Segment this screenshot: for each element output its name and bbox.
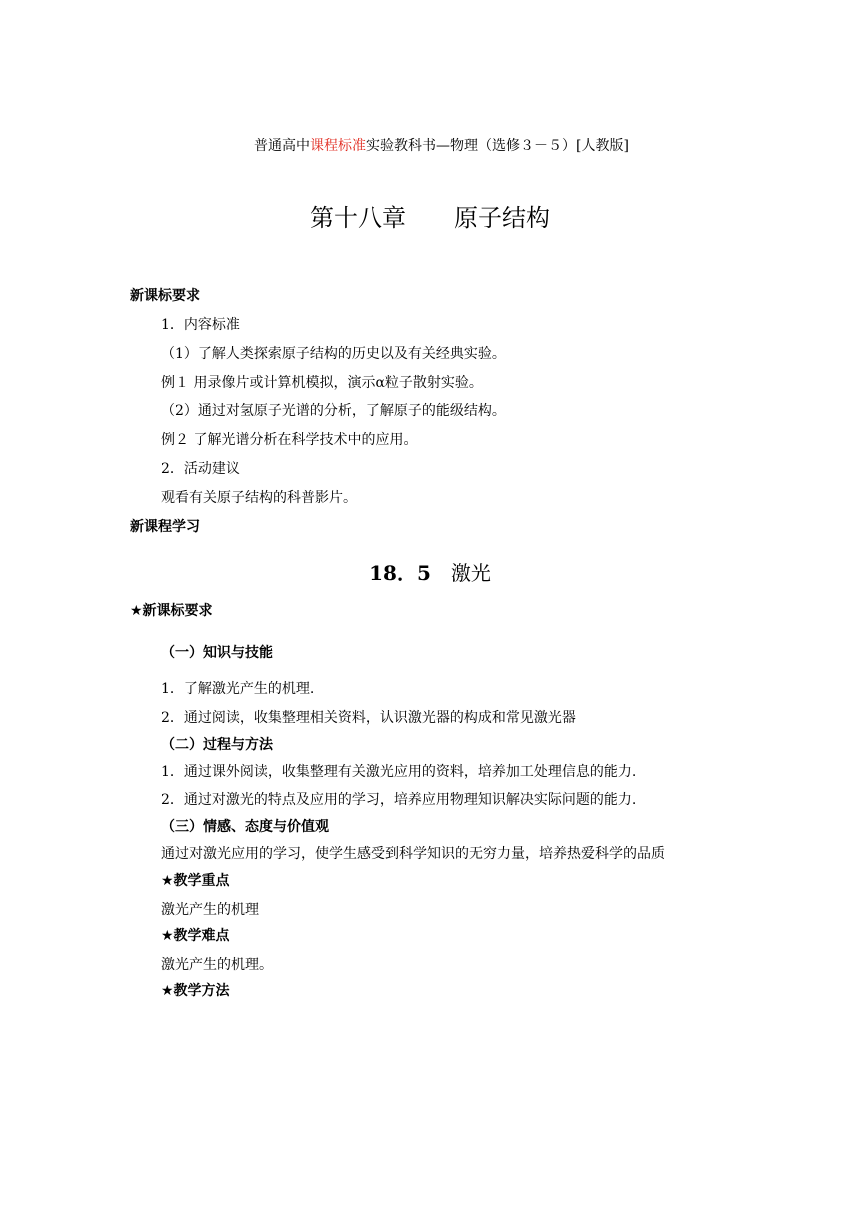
standards-line: 1．内容标准 [161, 317, 240, 333]
standards-line: 2．活动建议 [161, 461, 240, 477]
standards-line: （1）了解人类探索原子结构的历史以及有关经典实验。 [161, 346, 506, 362]
textbook-header [254, 137, 629, 155]
standards-line: 例２ 了解光谱分析在科学技术中的应用。 [161, 432, 418, 448]
knowledge-heading: （一）知识与技能 [161, 645, 273, 661]
section-title [0, 561, 860, 585]
difficulties-heading: ★教学难点 [161, 928, 230, 944]
knowledge-item: 1．了解激光产生的机理. [161, 681, 315, 697]
chapter-title: 第十八章 原子结构 [310, 204, 550, 232]
values-text: 通过对激光应用的学习，使学生感受到科学知识的无穷力量，培养热爱科学的品质 [161, 846, 665, 862]
standards-line: （2）通过对氢原子光谱的分析，了解原子的能级结构。 [161, 403, 506, 419]
header-prefix: 普通高中 [254, 138, 310, 154]
process-heading: （二）过程与方法 [161, 737, 273, 753]
knowledge-item: 2．通过阅读，收集整理相关资料，认识激光器的构成和常见激光器 [161, 710, 576, 726]
values-heading: （三）情感、态度与价值观 [161, 819, 329, 835]
difficulties-text: 激光产生的机理。 [161, 957, 273, 973]
key-points-heading: ★教学重点 [161, 873, 230, 889]
header-highlight: 课程标准 [310, 138, 366, 154]
key-points-text: 激光产生的机理 [161, 902, 259, 918]
header-suffix: 实验教科书—物理（选修３－５）[人教版] [366, 138, 629, 154]
course-study-heading: 新课程学习 [130, 519, 200, 535]
process-item: 1．通过课外阅读，收集整理有关激光应用的资料，培养加工处理信息的能力. [161, 764, 637, 780]
process-item: 2．通过对激光的特点及应用的学习，培养应用物理知识解决实际问题的能力. [161, 792, 637, 808]
section-number: 18．5 [369, 561, 431, 585]
standards-line: 例１ 用录像片或计算机模拟，演示α粒子散射实验。 [161, 375, 483, 391]
section-name: 激光 [450, 561, 491, 585]
standards-line: 观看有关原子结构的科普影片。 [161, 490, 357, 506]
methods-heading: ★教学方法 [161, 983, 230, 999]
standards-heading: 新课标要求 [130, 288, 200, 304]
requirements-heading: ★新课标要求 [130, 603, 213, 619]
